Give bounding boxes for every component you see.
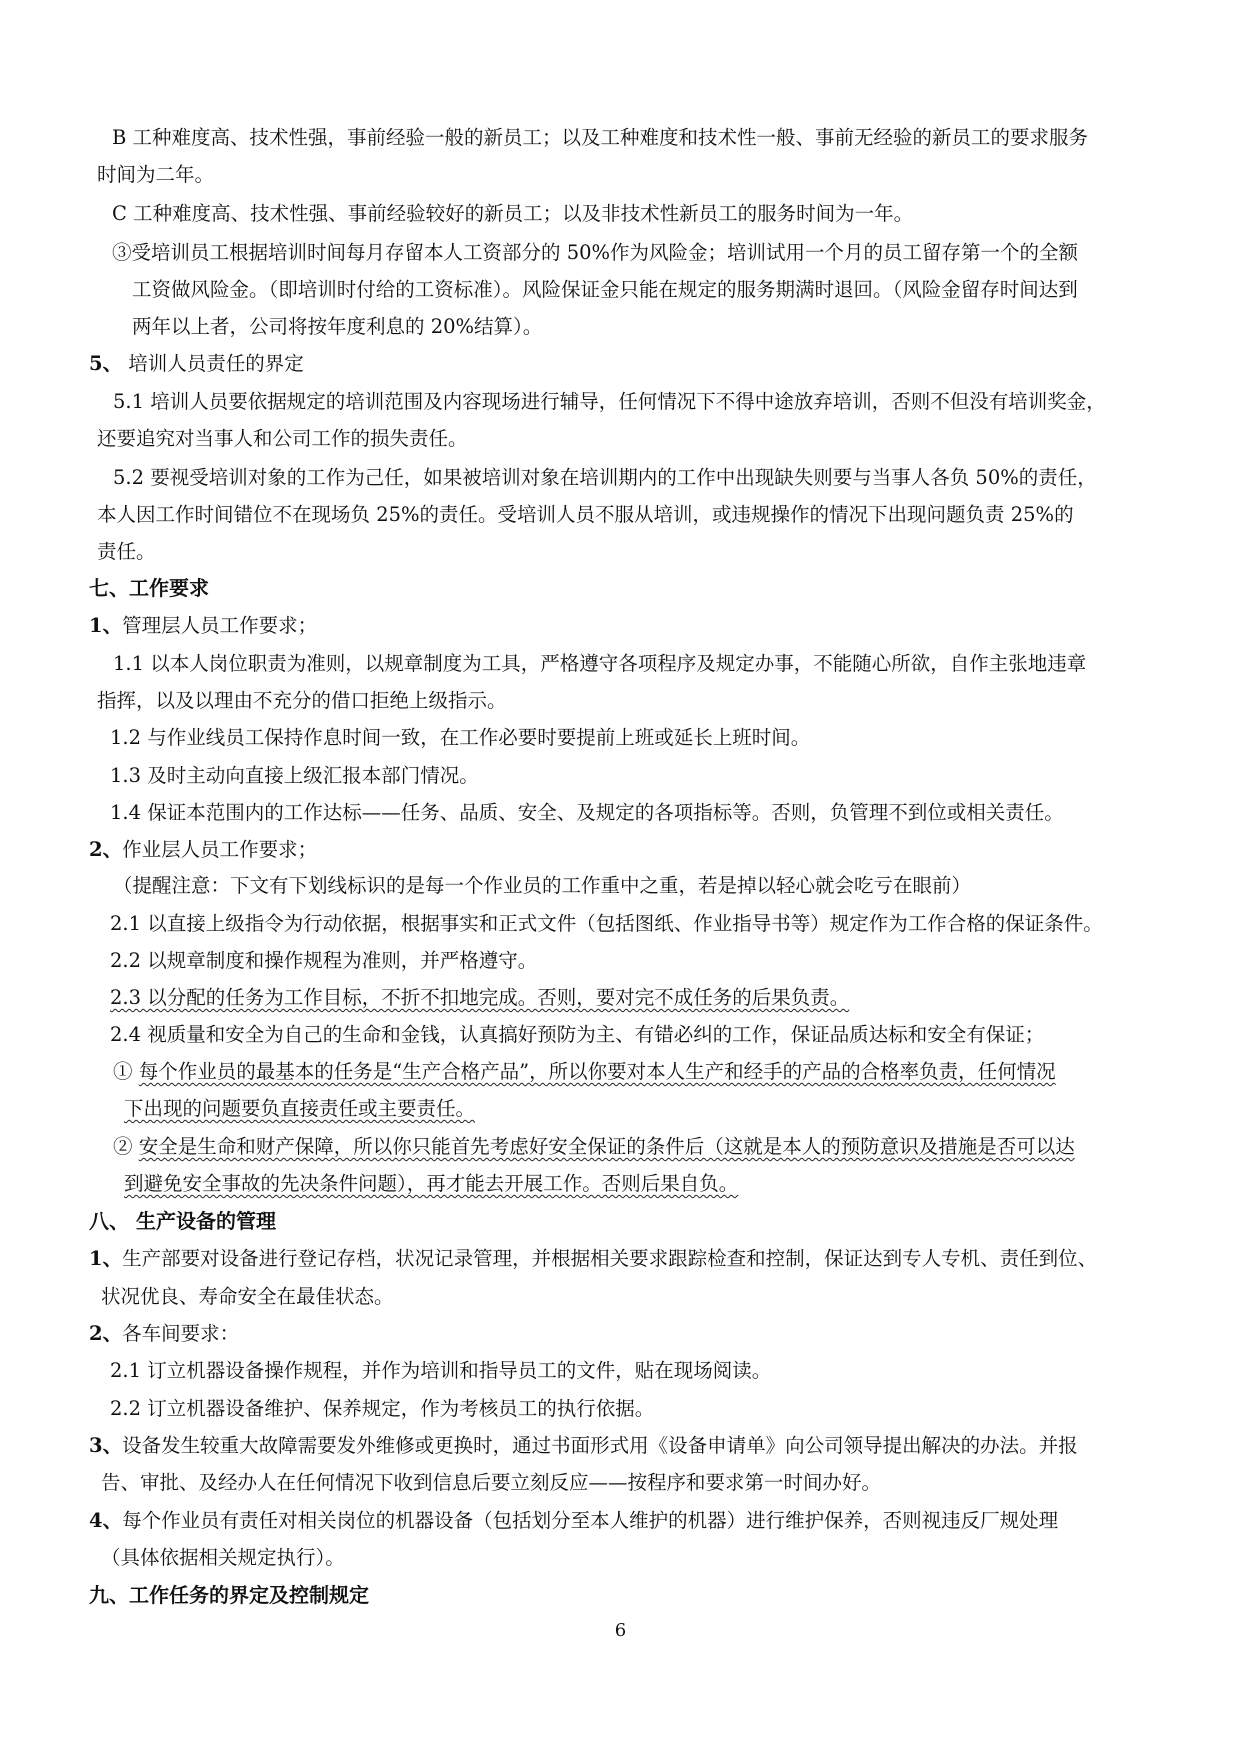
- underlined-rule: 下出现的问题要负直接责任或主要责任。: [124, 1097, 476, 1120]
- item-text: 生产部要对设备进行登记存档，状况记录管理，并根据相关要求跟踪检查和控制，保证达到专人专机、责任到位、: [122, 1247, 1098, 1270]
- item-text: 每个作业员有责任对相关岗位的机器设备（包括划分至本人维护的机器）进行维护保养，否则视违反厂规处理: [122, 1509, 1059, 1532]
- underlined-point-2: [113, 1134, 1075, 1160]
- item-text: 培训人员责任的界定: [122, 352, 304, 375]
- text-line: 5.1 培训人员要依据规定的培训范围及内容现场进行辅导，任何情况下不得中途放弃培训，否则不但没有培训奖金，: [113, 390, 1106, 413]
- item-text: 各车间要求：: [122, 1322, 240, 1345]
- text-line: 两年以上者，公司将按年度利息的 20%结算）。: [132, 315, 543, 338]
- item-number: 3、: [89, 1434, 123, 1457]
- section-item-4: [89, 1508, 1058, 1534]
- item-number: 5、: [89, 352, 123, 375]
- text-line: 2.1 订立机器设备操作规程，并作为培训和指导员工的文件，贴在现场阅读。: [110, 1359, 772, 1382]
- text-line: （具体依据相关规定执行）。: [101, 1546, 345, 1569]
- text-line: 2.4 视质量和安全为自己的生命和金钱，认真搞好预防为主、有错必纠的工作，保证品质达标和安全有保证；: [110, 1023, 1045, 1046]
- page-number: 6: [614, 1620, 627, 1641]
- item-number: 1、: [89, 614, 123, 637]
- point-text: 安全是生命和财产保障，所以你只能首先考虑好安全保证的条件后（这就是本人的预防意识及措施是否可以达: [138, 1135, 1075, 1158]
- text-line: 1.2 与作业线员工保持作息时间一致，在工作必要时要提前上班或延长上班时间。: [110, 726, 811, 749]
- item-text: 管理层人员工作要求；: [122, 614, 318, 637]
- section-item-5: [89, 351, 304, 377]
- item-number: 2、: [89, 838, 123, 861]
- section-item-3: [89, 1433, 1078, 1459]
- text-line: B 工种难度高、技术性强，事前经验一般的新员工；以及工种难度和技术性一般、事前无经验的新员工的要求服务: [112, 126, 1089, 149]
- text-line: 1.1 以本人岗位职责为准则，以规章制度为工具，严格遵守各项程序及规定办事，不能随心所欲，自作主张地违章: [113, 652, 1087, 675]
- underlined-rule: 到避免安全事故的先决条件问题），再才能去开展工作。否则后果自负。: [124, 1172, 739, 1195]
- section-heading-9: 九、工作任务的界定及控制规定: [89, 1583, 369, 1607]
- underlined-rule: 2.3 以分配的任务为工作目标，不折不扣地完成。否则，要对完不成任务的后果负责。: [110, 986, 850, 1009]
- section-item-2: [89, 837, 317, 863]
- text-line: 状况优良、寿命安全在最佳状态。: [101, 1285, 394, 1308]
- text-line: C 工种难度高、技术性强、事前经验较好的新员工；以及非技术性新员工的服务时间为一年。: [112, 202, 914, 225]
- text-line: 2.2 以规章制度和操作规程为准则，并严格遵守。: [110, 949, 538, 972]
- point-text: 每个作业员的最基本的任务是“生产合格产品”，所以你要对本人生产和经手的产品的合格率负责，任何情况: [138, 1060, 1056, 1083]
- section-heading-7: 七、工作要求: [89, 576, 209, 600]
- section-item-2: [89, 1321, 239, 1347]
- text-line: 指挥，以及以理由不充分的借口拒绝上级指示。: [97, 689, 507, 712]
- text-line: 告、审批、及经办人在任何情况下收到信息后要立刻反应——按程序和要求第一时间办好。: [101, 1471, 882, 1494]
- text-line: 5.2 要视受培训对象的工作为己任，如果被培训对象在培训期内的工作中出现缺失则要与当事人各负 50%的责任，: [113, 466, 1097, 489]
- text-line: 2.2 订立机器设备维护、保养规定，作为考核员工的执行依据。: [110, 1397, 655, 1420]
- item-text: 作业层人员工作要求；: [122, 838, 318, 861]
- underlined-point-1: [113, 1059, 1056, 1085]
- section-item-1: [89, 1246, 1097, 1272]
- item-number: 2、: [89, 1322, 123, 1345]
- text-line: 1.4 保证本范围内的工作达标——任务、品质、安全、及规定的各项指标等。否则，负管理不到位或相关责任。: [110, 801, 1064, 824]
- text-line: 工资做风险金。（即培训时付给的工资标准）。风险保证金只能在规定的服务期满时退回。（风险金留存时间达到: [132, 278, 1078, 301]
- text-line: 时间为二年。: [97, 163, 215, 186]
- section-item-1: [89, 613, 317, 639]
- point-marker: ②: [113, 1135, 139, 1158]
- text-line: 本人因工作时间错位不在现场负 25%的责任。受培训人员不服从培训，或违规操作的情况下出现问题负责 25%的: [97, 503, 1074, 526]
- item-text: 设备发生较重大故障需要发外维修或更换时，通过书面形式用《设备申请单》向公司领导提出解决的办法。并报: [122, 1434, 1078, 1457]
- item-number: 1、: [89, 1247, 123, 1270]
- reminder-note: （提醒注意：下文有下划线标识的是每一个作业员的工作重中之重，若是掉以轻心就会吃亏在眼前）: [113, 874, 972, 897]
- item-number: 4、: [89, 1509, 123, 1532]
- point-marker: ①: [113, 1060, 139, 1083]
- text-line: 还要追究对当事人和公司工作的损失责任。: [97, 427, 468, 450]
- text-line: 2.1 以直接上级指令为行动依据，根据事实和正式文件（包括图纸、作业指导书等）规定作为工作合格的保证条件。: [110, 912, 1103, 935]
- text-line: ③受培训员工根据培训时间每月存留本人工资部分的 50%作为风险金；培训试用一个月的员工留存第一个的全额: [112, 241, 1079, 264]
- text-line: 责任。: [97, 540, 156, 563]
- section-heading-8: 八、 生产设备的管理: [89, 1209, 276, 1233]
- text-line: 1.3 及时主动向直接上级汇报本部门情况。: [110, 764, 479, 787]
